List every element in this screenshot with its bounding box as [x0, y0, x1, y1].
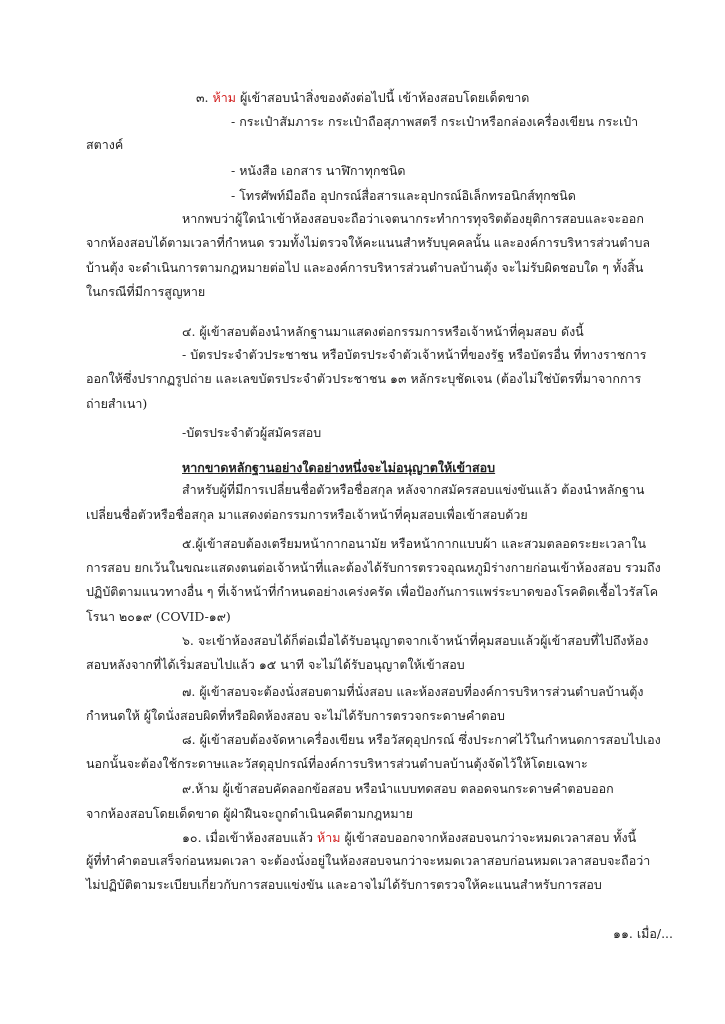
page-continuation: ๑๑. เมื่อ/... — [613, 926, 673, 941]
item-5-line-4: โรนา ๒๐๑๙ (COVID-๑๙) — [86, 609, 231, 624]
item-10-line-2: ผู้ที่ทำคำตอบเสร็จก่อนหมดเวลา จะต้องนั่งอยู่ในห้องสอบจนกว่าจะหมดเวลาสอบก่อนหมดเวลาสอบจะถือว่า — [86, 853, 651, 868]
item-3-number: ๓. — [196, 90, 209, 105]
item-3-bullet-2: - หนังสือ เอกสาร นาฬิกาทุกชนิด — [231, 163, 406, 178]
item-4-line-3: ออกให้ซึ่งปรากฏรูปถ่าย และเลขบัตรประจำตัวประชาชน ๑๓ หลักระบุชัดเจน (ต้องไม่ใช่บัตรที่มาจากการ — [86, 371, 642, 386]
item-3-bullet-3: - โทรศัพท์มือถือ อุปกรณ์สื่อสารและอุปกรณ์อิเล็กทรอนิกส์ทุกชนิด — [231, 188, 576, 203]
item-3-paragraph-line-3: บ้านตุ้ง จะดำเนินการตามกฎหมายต่อไป และองค์การบริหารส่วนตำบลบ้านตุ้ง จะไม่รับผิดชอบใด ๆ ทั้งสิ้น — [86, 260, 644, 275]
item-7-line-2: กำหนดให้ ผู้ใดนั่งสอบผิดที่หรือผิดห้องสอบ จะไม่ได้รับการตรวจกระดาษคำตอบ — [86, 708, 505, 723]
item-4-line-2: - บัตรประจำตัวประชาชน หรือบัตรประจำตัวเจ้าหน้าที่ของรัฐ หรือบัตรอื่น ที่ทางราชการ — [182, 347, 647, 362]
item-6-line-2: สอบหลังจากที่ได้เริ่มสอบไปแล้ว ๑๕ นาที จะไม่ได้รับอนุญาตให้เข้าสอบ — [86, 657, 465, 672]
item-8-line-1: ๘. ผู้เข้าสอบต้องจัดหาเครื่องเขียน หรือวัสดุอุปกรณ์ ซึ่งประกาศไว้ในกำหนดการสอบไปเอง — [182, 732, 661, 747]
item-5-line-3: ปฏิบัติตามแนวทางอื่น ๆ ที่เจ้าหน้าที่กำหนดอย่างเคร่งครัด เพื่อป้องกันการแพร่ระบาดของโรคติดเชื้อไวรัสโค — [86, 584, 659, 599]
item-10-prefix: ๑๐. เมื่อเข้าห้องสอบแล้ว — [182, 830, 317, 845]
item-9-line-1: ๙.ห้าม ผู้เข้าสอบคัดลอกข้อสอบ หรือนำแบบทดสอบ ตลอดจนกระดาษคำตอบออก — [182, 781, 614, 796]
item-5-line-2: การสอบ ยกเว้นในขณะแสดงตนต่อเจ้าหน้าที่และต้องได้รับการตรวจอุณหภูมิร่างกายก่อนเข้าห้องสอบ รวมถึง — [86, 560, 661, 575]
name-change-line-1: สำหรับผู้ที่มีการเปลี่ยนชื่อตัวหรือชื่อสกุล หลังจากสมัครสอบแข่งขันแล้ว ต้องนำหลักฐาน — [182, 482, 645, 497]
item-3-bullet-1-continued: สตางค์ — [86, 137, 124, 152]
missing-evidence-warning: หากขาดหลักฐานอย่างใดอย่างหนึ่งจะไม่อนุญาตให้เข้าสอบ — [182, 460, 496, 475]
item-10-suffix: ผู้เข้าสอบออกจากห้องสอบจนกว่าจะหมดเวลาสอบ ทั้งนี้ — [340, 830, 637, 845]
item-4-line-5: -บัตรประจำตัวผู้สมัครสอบ — [182, 425, 322, 440]
item-4-line-4: ถ่ายสำเนา) — [86, 396, 148, 411]
name-change-line-2: เปลี่ยนชื่อตัวหรือชื่อสกุล มาแสดงต่อกรรมการหรือเจ้าหน้าที่คุมสอบเพื่อเข้าสอบด้วย — [86, 507, 528, 522]
prohibit-word: ห้าม — [212, 90, 237, 105]
item-3-text: ผู้เข้าสอบนำสิ่งของดังต่อไปนี้ เข้าห้องสอบโดยเด็ดขาด — [236, 90, 530, 105]
item-8-line-2: นอกนั้นจะต้องใช้กระดาษและวัสดุอุปกรณ์ที่องค์การบริหารส่วนตำบลบ้านตุ้งจัดไว้ให้โดยเฉพาะ — [86, 756, 588, 771]
item-6-line-1: ๖. จะเข้าห้องสอบได้ก็ต่อเมื่อได้รับอนุญาตจากเจ้าหน้าที่คุมสอบแล้วผู้เข้าสอบที่ไปถึงห้อง — [182, 633, 649, 648]
item-3-paragraph-line-4: ในกรณีที่มีการสูญหาย — [86, 284, 206, 299]
item-10-line-3: ไม่ปฏิบัติตามระเบียบเกี่ยวกับการสอบแข่งขัน และอาจไม่ได้รับการตรวจให้คะแนนสำหรับการสอบ — [86, 877, 602, 892]
item-5-line-1: ๕.ผู้เข้าสอบต้องเตรียมหน้ากากอนามัย หรือหน้ากากแบบผ้า และสวมตลอดระยะเวลาใน — [182, 536, 647, 551]
item-7-line-1: ๗. ผู้เข้าสอบจะต้องนั่งสอบตามที่นั่งสอบ และห้องสอบที่องค์การบริหารส่วนตำบลบ้านตุ้ง — [182, 684, 644, 699]
prohibit-word: ห้าม — [317, 830, 341, 845]
item-3-heading — [196, 92, 529, 105]
item-3-paragraph-line-1: หากพบว่าผู้ใดนำเข้าห้องสอบจะถือว่าเจตนากระทำการทุจริตต้องยุติการสอบและจะออก — [182, 211, 644, 226]
item-4-heading: ๔. ผู้เข้าสอบต้องนำหลักฐานมาแสดงต่อกรรมการหรือเจ้าหน้าที่คุมสอบ ดังนี้ — [182, 324, 584, 339]
item-10-line-1 — [182, 832, 636, 845]
item-3-paragraph-line-2: จากห้องสอบได้ตามเวลาที่กำหนด รวมทั้งไม่ตรวจให้คะแนนสำหรับบุคคลนั้น และองค์การบริหารส่วนตำบล — [86, 235, 651, 250]
item-9-line-2: จากห้องสอบโดยเด็ดขาด ผู้ฝ่าฝืนจะถูกดำเนินคดีตามกฎหมาย — [86, 806, 414, 821]
item-3-bullet-1: - กระเป๋าสัมภาระ กระเป๋าถือสุภาพสตรี กระเป๋าหรือกล่องเครื่องเขียน กระเป๋า — [231, 114, 639, 129]
